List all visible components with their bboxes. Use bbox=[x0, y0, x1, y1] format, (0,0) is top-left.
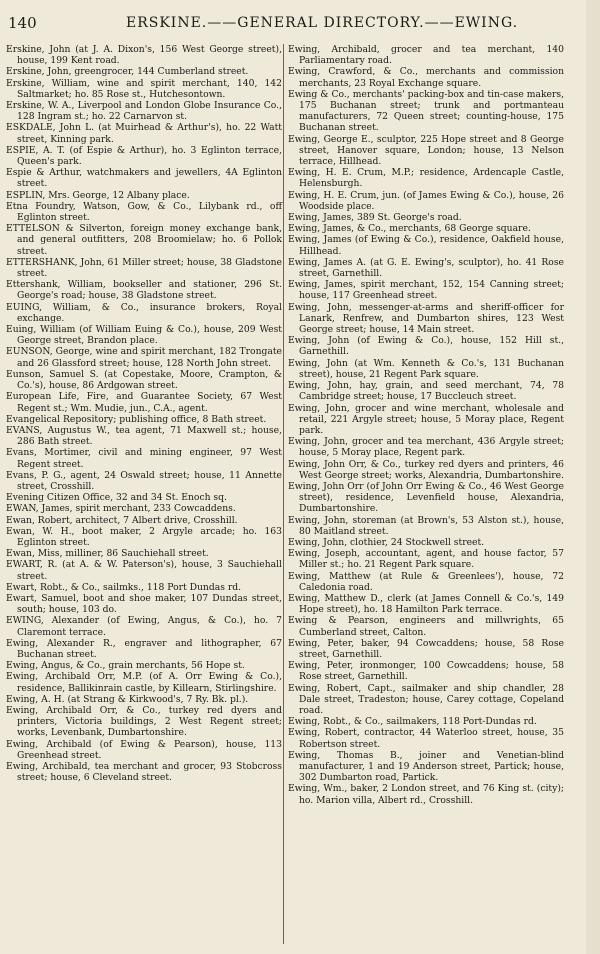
directory-entry: Ewing, Archibald, grocer and tea merchant, 140 Parliamentary road. bbox=[288, 44, 564, 67]
directory-entry: EWING, Alexander (of Ewing, Angus, & Co.), ho. 7 Claremont terrace. bbox=[6, 615, 282, 638]
directory-entry: Ewan, W. H., boot maker, 2 Argyle arcade; ho. 163 Eglinton street. bbox=[6, 525, 282, 548]
column-divider bbox=[283, 44, 284, 944]
directory-entry: Ewing, Archibald Orr, & Co., turkey red dyers and printers, Victoria buildings, 2 West Regent street; works, Levenbank, Dumbartonshire. bbox=[6, 704, 282, 739]
directory-entry: Ewart, Samuel, boot and shoe maker, 107 Dundas street, south; house, 103 do. bbox=[6, 592, 282, 616]
directory-entry: Ewing, A. H. (at Strang & Kirkwood's, 7 Ry. Bk. pl.). bbox=[6, 693, 249, 705]
directory-entry: Ewing, James, 389 St. George's road. bbox=[288, 212, 462, 224]
adjacent-page-edge bbox=[586, 0, 600, 954]
directory-entry: Ewing, John (of Ewing & Co.), house, 152 Hill st., Garnethill. bbox=[288, 335, 564, 358]
directory-entry: Ewing, Matthew (at Rule & Greenlees'), house, 72 Caledonia road. bbox=[288, 570, 564, 593]
directory-entry: Ewing, Peter, baker, 94 Cowcaddens; house, 58 Rose street, Garnethill. bbox=[288, 637, 564, 660]
directory-entry: Evans, P. G., agent, 24 Oswald street; house, 11 Annette street, Crosshill. bbox=[6, 469, 282, 492]
directory-entry: Ewing, John, storeman (at Brown's, 53 Alston st.), house, 80 Maitland street. bbox=[288, 514, 564, 537]
directory-entry: Espie & Arthur, watchmakers and jewellers, 4A Eglinton street. bbox=[6, 167, 282, 190]
directory-entry: Ewing, Crawford, & Co., merchants and commission merchants, 23 Royal Exchange square. bbox=[288, 66, 564, 89]
directory-entry: Ewing, Robert, Capt., sailmaker and ship chandler, 28 Dale street, Tradeston; house, Carey cottage, Copeland road. bbox=[288, 682, 564, 716]
directory-entry: Ewing, Archibald (of Ewing & Pearson), house, 113 Greenhead street. bbox=[6, 738, 282, 761]
directory-entry: Ewing, Joseph, accountant, agent, and house factor, 57 Miller st.; ho. 21 Regent Park square. bbox=[288, 548, 564, 571]
directory-entry: Ewing, H. E. Crum, M.P.; residence, Ardencaple Castle, Helensburgh. bbox=[288, 167, 564, 190]
directory-entry: Ewing, Matthew D., clerk (at James Connell & Co.'s, 149 Hope street), ho. 18 Hamilton Park terrace. bbox=[288, 592, 564, 616]
directory-entry: Ewing, John, grocer and tea merchant, 436 Argyle street; house, 5 Moray place, Regent park. bbox=[288, 436, 564, 459]
right-column bbox=[288, 44, 564, 806]
directory-entry: Ewing, John (at Wm. Kenneth & Co.'s, 131 Buchanan street), house, 21 Regent Park square. bbox=[288, 357, 564, 380]
directory-entry: Etna Foundry, Watson, Gow, & Co., Lilybank rd., off Eglinton street. bbox=[6, 200, 282, 224]
directory-entry: Ewing, Robert, contractor, 44 Waterloo street, house, 35 Robertson street. bbox=[288, 727, 564, 750]
directory-entry: Ewing, H. E. Crum, jun. (of James Ewing & Co.), house, 26 Woodside place. bbox=[288, 189, 564, 212]
directory-entry: Ewing, John, clothier, 24 Stockwell street. bbox=[288, 536, 485, 548]
directory-entry: Ewan, Robert, architect, 7 Albert drive, Crosshill. bbox=[6, 514, 238, 526]
directory-entry: ETTERSHANK, John, 61 Miller street; house, 38 Gladstone street. bbox=[6, 256, 282, 280]
directory-entry: ESKDALE, John L. (at Muirhead & Arthur's), ho. 22 Watt street, Kinning park. bbox=[6, 122, 282, 145]
directory-entry: Ewing, James, & Co., merchants, 68 George square. bbox=[288, 223, 531, 235]
directory-entry: Erskine, John, greengrocer, 144 Cumberland street. bbox=[6, 66, 249, 78]
directory-entry: Ewing, John, messenger-at-arms and sheriff-officer for Lanark, Renfrew, and Dumbarton shires, 123 West George street; house, 14 Main street. bbox=[288, 301, 564, 336]
directory-entry: Erskine, W. A., Liverpool and London Globe Insurance Co., 128 Ingram st.; ho. 22 Carnarvon st. bbox=[6, 100, 282, 123]
directory-entry: Ewing, Alexander R., engraver and lithographer, 67 Buchanan street. bbox=[6, 637, 282, 660]
directory-entry: ESPIE, A. T. (of Espie & Arthur), ho. 3 Eglinton terrace, Queen's park. bbox=[6, 144, 282, 168]
directory-entry: Ewan, Miss, milliner, 86 Sauchiehall street. bbox=[6, 548, 209, 560]
directory-entry: EWART, R. (at A. & W. Paterson's), house, 3 Sauchiehall street. bbox=[6, 559, 282, 582]
left-column bbox=[6, 44, 282, 783]
directory-entry: European Life, Fire, and Guarantee Society, 67 West Regent st.; Wm. Mudie, jun., C.A., agent. bbox=[6, 391, 282, 414]
directory-entry: EUNSON, George, wine and spirit merchant, 182 Trongate and 26 Glassford street; house, 128 North John street. bbox=[6, 346, 282, 369]
directory-entry: Ewing, James (of Ewing & Co.), residence, Oakfield house, Hillhead. bbox=[288, 234, 564, 257]
directory-entry: Ewing, Archibald Orr, M.P. (of A. Orr Ewing & Co.), residence, Ballikinrain castle, by Killearn, Stirlingshire. bbox=[6, 671, 282, 694]
directory-entry: Erskine, John (at J. A. Dixon's, 156 West George street), house, 199 Kent road. bbox=[6, 44, 282, 67]
directory-entry: Eunson, Samuel S. (at Copestake, Moore, Crampton, & Co.'s), house, 86 Ardgowan street. bbox=[6, 368, 282, 392]
page-number: 140 bbox=[8, 14, 37, 32]
directory-entry: Ewing, John Orr, & Co., turkey red dyers and printers, 46 West George street; works, Alexandria, Dumbartonshire. bbox=[288, 458, 565, 481]
directory-entry: Ettershank, William, bookseller and stationer, 296 St. George's road; house, 38 Gladstone street. bbox=[6, 279, 282, 302]
directory-entry: Ewing, Archibald, tea merchant and grocer, 93 Stobcross street; house, 6 Cleveland street. bbox=[6, 761, 282, 784]
directory-entry: Euing, William (of William Euing & Co.), house, 209 West George street, Brandon place. bbox=[6, 324, 282, 347]
directory-entry: Ewing, Wm., baker, 2 London street, and 76 King st. (city); ho. Marion villa, Albert rd., Crosshill. bbox=[288, 783, 564, 806]
directory-entry: Ewing, John, hay, grain, and seed merchant, 74, 78 Cambridge street; house, 17 Buccleuch street. bbox=[288, 380, 564, 403]
directory-entry: Ewing, Thomas B., joiner and Venetian-blind manufacturer, 1 and 19 Anderson street, Partick; house, 302 Dumbarton road, Partick. bbox=[288, 749, 564, 784]
directory-entry: Evans, Mortimer, civil and mining engineer, 97 West Regent street. bbox=[6, 447, 282, 470]
directory-entry: Ewing, Angus, & Co., grain merchants, 56 Hope st. bbox=[6, 660, 245, 672]
directory-entry: EWAN, James, spirit merchant, 233 Cowcaddens. bbox=[6, 503, 236, 515]
directory-entry: Ewing, James, spirit merchant, 152, 154 Canning street; house, 117 Greenhead street. bbox=[288, 279, 564, 302]
directory-entry: Ewing & Pearson, engineers and millwrights, 65 Cumberland street, Calton. bbox=[288, 615, 564, 638]
directory-entry: Evangelical Repository; publishing office, 8 Bath street. bbox=[6, 413, 267, 425]
directory-entry: Erskine, William, wine and spirit merchant, 140, 142 Saltmarket; ho. 85 Rose st., Hutchesontown. bbox=[6, 77, 282, 100]
directory-entry: ESPLIN, Mrs. George, 12 Albany place. bbox=[6, 189, 190, 201]
directory-entry: ETTELSON & Silverton, foreign money exchange bank, and general outfitters, 208 Broomielaw; ho. 6 Pollok street. bbox=[6, 223, 282, 257]
directory-entry: Ewing, George E., sculptor, 225 Hope street and 8 George street, Hanover square, London; house, 13 Nelson terrace, Hillhead. bbox=[288, 133, 564, 168]
directory-entry: Evening Citizen Office, 32 and 34 St. Enoch sq. bbox=[6, 492, 227, 504]
directory-entry: Ewing & Co., merchants' packing-box and tin-case makers, 175 Buchanan street; trunk and portmanteau manufacturers, 72 Queen street; counting-house, 175 Buchanan street. bbox=[288, 88, 564, 134]
directory-entry: EVANS, Augustus W., tea agent, 71 Maxwell st.; house, 286 Bath street. bbox=[6, 424, 282, 448]
directory-entry: Ewart, Robt., & Co., sailmks., 118 Port Dundas rd. bbox=[6, 581, 242, 593]
directory-entry: Ewing, John Orr (of John Orr Ewing & Co., 46 West George street), residence, Levenfield house, Alexandria, Dumbartonshire. bbox=[288, 480, 564, 515]
directory-entry: Ewing, James A. (at G. E. Ewing's, sculptor), ho. 41 Rose street, Garnethill. bbox=[288, 256, 564, 280]
page-header bbox=[6, 12, 586, 34]
directory-entry: Ewing, John, grocer and wine merchant, wholesale and retail, 221 Argyle street; house, 5 Moray place, Regent park. bbox=[288, 402, 564, 436]
directory-entry: Ewing, Robt., & Co., sailmakers, 118 Port-Dundas rd. bbox=[288, 716, 537, 728]
directory-entry: Ewing, Peter, ironmonger, 100 Cowcaddens; house, 58 Rose street, Garnethill. bbox=[288, 660, 564, 683]
directory-entry: EUING, William, & Co., insurance brokers, Royal exchange. bbox=[6, 301, 282, 324]
running-title: ERSKINE.——GENERAL DIRECTORY.——EWING. bbox=[126, 15, 519, 31]
